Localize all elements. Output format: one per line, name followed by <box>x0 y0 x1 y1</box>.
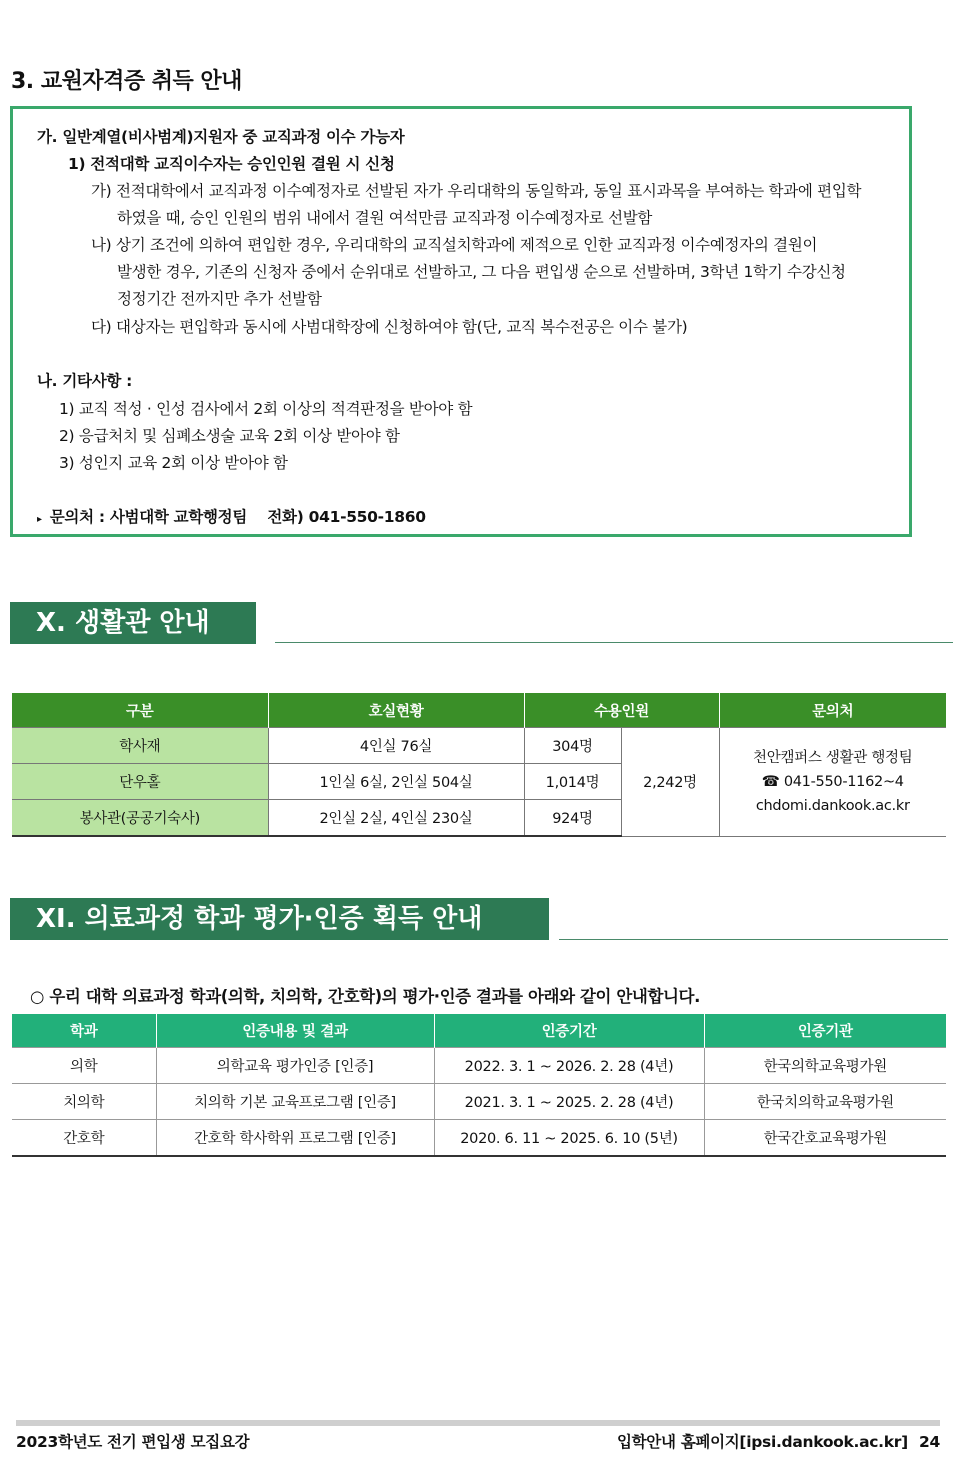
triangle-bullet-icon: ▸ <box>37 514 42 525</box>
dorm-capacity: 924명 <box>524 800 621 837</box>
heading-a: 가. 일반계열(비사범계)지원자 중 교직과정 이수 가능자 <box>37 128 405 146</box>
medical-rule <box>559 939 948 940</box>
dorm-capacity: 304명 <box>524 728 621 764</box>
item-b3: 3) 성인지 교육 2회 이상 받아야 함 <box>59 454 288 472</box>
dorm-contact <box>719 728 946 837</box>
table-row <box>12 1084 946 1120</box>
medical-intro: ○ 우리 대학 의료과정 학과(의학, 치의학, 간호학)의 평가·인증 결과를 아래와 같이 안내합니다. <box>30 987 700 1006</box>
page-number: 24 <box>919 1433 940 1451</box>
header-cell: 수용인원 <box>524 693 719 728</box>
dorm-name: 학사재 <box>12 728 268 764</box>
item-ga-line2: 하였을 때, 승인 인원의 범위 내에서 결원 여석만큼 교직과정 이수예정자로 선발함 <box>117 209 653 227</box>
header-cell: 구분 <box>12 693 268 728</box>
dorm-name: 봉사관(공공기숙사) <box>12 800 268 837</box>
medical-banner: XI. 의료과정 학과 평가·인증 획득 안내 <box>10 898 549 940</box>
table-row <box>12 728 946 764</box>
contact-website[interactable]: chdomi.dankook.ac.kr <box>755 797 910 814</box>
medical-header-row <box>12 1014 946 1048</box>
period-cell: 2021. 3. 1 ~ 2025. 2. 28 (4년) <box>434 1084 704 1120</box>
content-cell: 간호학 학사학위 프로그램 [인증] <box>156 1120 434 1157</box>
header-cell: 호실현황 <box>268 693 524 728</box>
section-title: 3. 교원자격증 취득 안내 <box>11 69 242 94</box>
item-na-line2: 발생한 경우, 기존의 신청자 중에서 순위대로 선발하고, 그 다음 편입생 순으로 선발하며, 3학년 1학기 수강신청 <box>117 263 846 281</box>
dept-cell: 간호학 <box>12 1120 156 1157</box>
footer-homepage-link[interactable]: 입학안내 홈페이지[ipsi.dankook.ac.kr] <box>616 1433 908 1451</box>
teacher-cert-box <box>10 106 912 537</box>
item-na-line1: 나) 상기 조건에 의하여 편입한 경우, 우리대학의 교직설치학과에 제적으로 인한 교직과정 이수예정자의 결원이 <box>91 236 818 254</box>
dorm-banner: X. 생활관 안내 <box>10 602 256 644</box>
footer-divider <box>16 1420 940 1426</box>
org-cell: 한국치의학교육평가원 <box>704 1084 946 1120</box>
dorm-table <box>12 693 946 837</box>
table-row <box>12 1120 946 1157</box>
medical-table <box>12 1014 946 1157</box>
content-cell: 의학교육 평가인증 [인증] <box>156 1048 434 1084</box>
contact-office: 천안캠퍼스 생활관 행정팀 <box>753 749 913 766</box>
content-cell: 치의학 기본 교육프로그램 [인증] <box>156 1084 434 1120</box>
item-ga-line1: 가) 전적대학에서 교직과정 이수예정자로 선발된 자가 우리대학의 동일학과, 동일 표시과목을 부여하는 학과에 편입학 <box>91 182 862 200</box>
dorm-header-row <box>12 693 946 728</box>
period-cell: 2022. 3. 1 ~ 2026. 2. 28 (4년) <box>434 1048 704 1084</box>
contact-phone: ☎ 041-550-1162~4 <box>761 773 904 790</box>
header-cell: 문의처 <box>719 693 946 728</box>
header-cell: 인증기간 <box>434 1014 704 1048</box>
item-b2: 2) 응급처치 및 심폐소생술 교육 2회 이상 받아야 함 <box>59 427 400 445</box>
table-row <box>12 1048 946 1084</box>
footer-title: 2023학년도 전기 편입생 모집요강 <box>16 1433 250 1451</box>
dorm-rooms: 2인실 2실, 4인실 230실 <box>268 800 524 837</box>
dorm-rule <box>275 642 953 643</box>
header-cell: 학과 <box>12 1014 156 1048</box>
item-na-line3: 정정기간 전까지만 추가 선발함 <box>117 290 322 308</box>
heading-a1: 1) 전적대학 교직이수자는 승인인원 결원 시 신청 <box>68 155 395 173</box>
org-cell: 한국간호교육평가원 <box>704 1120 946 1157</box>
org-cell: 한국의학교육평가원 <box>704 1048 946 1084</box>
dorm-capacity: 1,014명 <box>524 764 621 800</box>
period-cell: 2020. 6. 11 ~ 2025. 6. 10 (5년) <box>434 1120 704 1157</box>
contact-line <box>37 505 426 527</box>
dorm-name: 단우홀 <box>12 764 268 800</box>
dorm-total: 2,242명 <box>621 728 719 837</box>
footer-right <box>617 1430 940 1452</box>
header-cell: 인증기관 <box>704 1014 946 1048</box>
item-da: 다) 대상자는 편입학과 동시에 사범대학장에 신청하여야 함(단, 교직 복수전공은 이수 불가) <box>91 318 688 336</box>
dorm-rooms: 4인실 76실 <box>268 728 524 764</box>
header-cell: 인증내용 및 결과 <box>156 1014 434 1048</box>
heading-b: 나. 기타사항 : <box>37 372 133 390</box>
item-b1: 1) 교직 적성 · 인성 검사에서 2회 이상의 적격판정을 받아야 함 <box>59 400 473 418</box>
dorm-rooms: 1인실 6실, 2인실 504실 <box>268 764 524 800</box>
dept-cell: 치의학 <box>12 1084 156 1120</box>
dept-cell: 의학 <box>12 1048 156 1084</box>
contact-text: 문의처 : 사범대학 교학행정팀 전화) 041-550-1860 <box>49 508 426 526</box>
